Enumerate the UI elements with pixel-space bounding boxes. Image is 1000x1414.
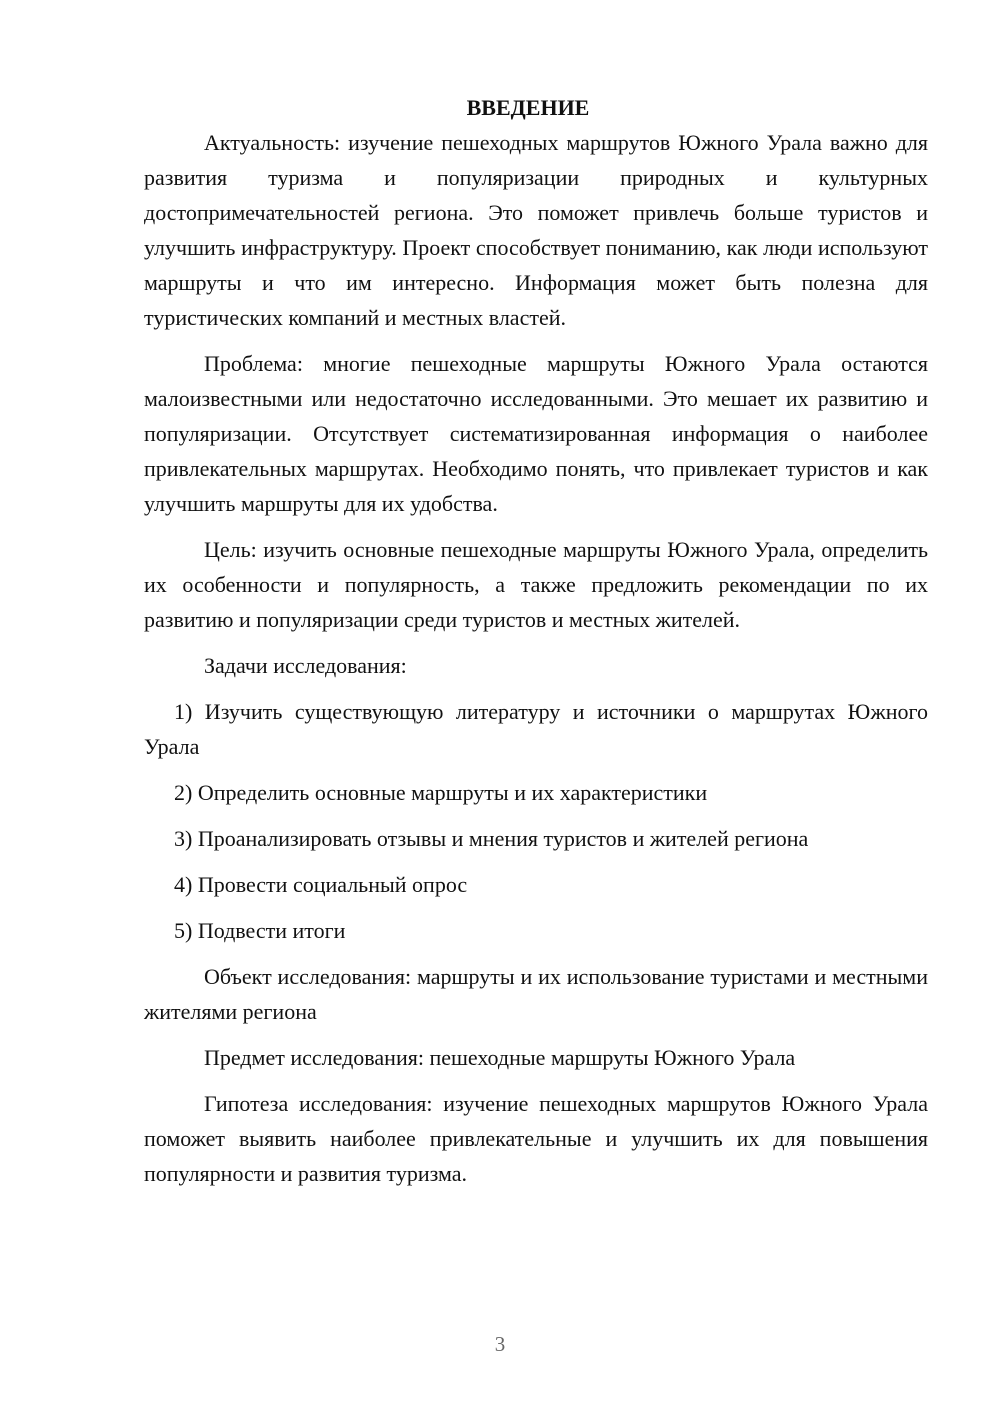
tasks-heading: Задачи исследования: bbox=[204, 653, 407, 678]
task-item-2: 2) Определить основные маршруты и их характеристики bbox=[174, 780, 708, 805]
task-item-5: 5) Подвести итоги bbox=[174, 918, 346, 943]
goal-paragraph: Цель: изучить основные пешеходные маршруты Южного Урала, определить их особенности и популярность, а также предложить рекомендации по их развитию и популяризации среди туристов и местных жителей. bbox=[144, 537, 928, 632]
relevance-paragraph: Актуальность: изучение пешеходных маршрутов Южного Урала важно для развития туризма и популяризации природных и культурных достопримечательностей региона. Это поможет привлечь больше туристов и улучшить инфраструктуру. Проект способствует пониманию, как люди используют маршруты и что им интересно. Информация может быть полезна для туристических компаний и местных властей. bbox=[144, 130, 928, 330]
subject-paragraph: Предмет исследования: пешеходные маршруты Южного Урала bbox=[204, 1045, 796, 1070]
section-title: ВВЕДЕНИЕ bbox=[466, 95, 590, 120]
task-item-3: 3) Проанализировать отзывы и мнения туристов и жителей региона bbox=[174, 826, 809, 851]
hypothesis-paragraph: Гипотеза исследования: изучение пешеходных маршрутов Южного Урала поможет выявить наиболее привлекательные и улучшить их для повышения популярности и развития туризма. bbox=[144, 1091, 928, 1186]
task-item-4: 4) Провести социальный опрос bbox=[174, 872, 468, 897]
problem-paragraph: Проблема: многие пешеходные маршруты Южного Урала остаются малоизвестными или недостаточно исследованными. Это мешает их развитию и популяризации. Отсутствует систематизированная информация о наиболее привлекательных маршрутах. Необходимо понять, что привлекает туристов и как улучшить маршруты для их удобства. bbox=[144, 351, 928, 516]
object-paragraph: Объект исследования: маршруты и их использование туристами и местными жителями региона bbox=[144, 964, 928, 1024]
page-number: 3 bbox=[494, 1332, 506, 1356]
task-item-1: 1) Изучить существующую литературу и источники о маршрутах Южного Урала bbox=[144, 699, 928, 759]
document-page bbox=[144, 90, 928, 1191]
